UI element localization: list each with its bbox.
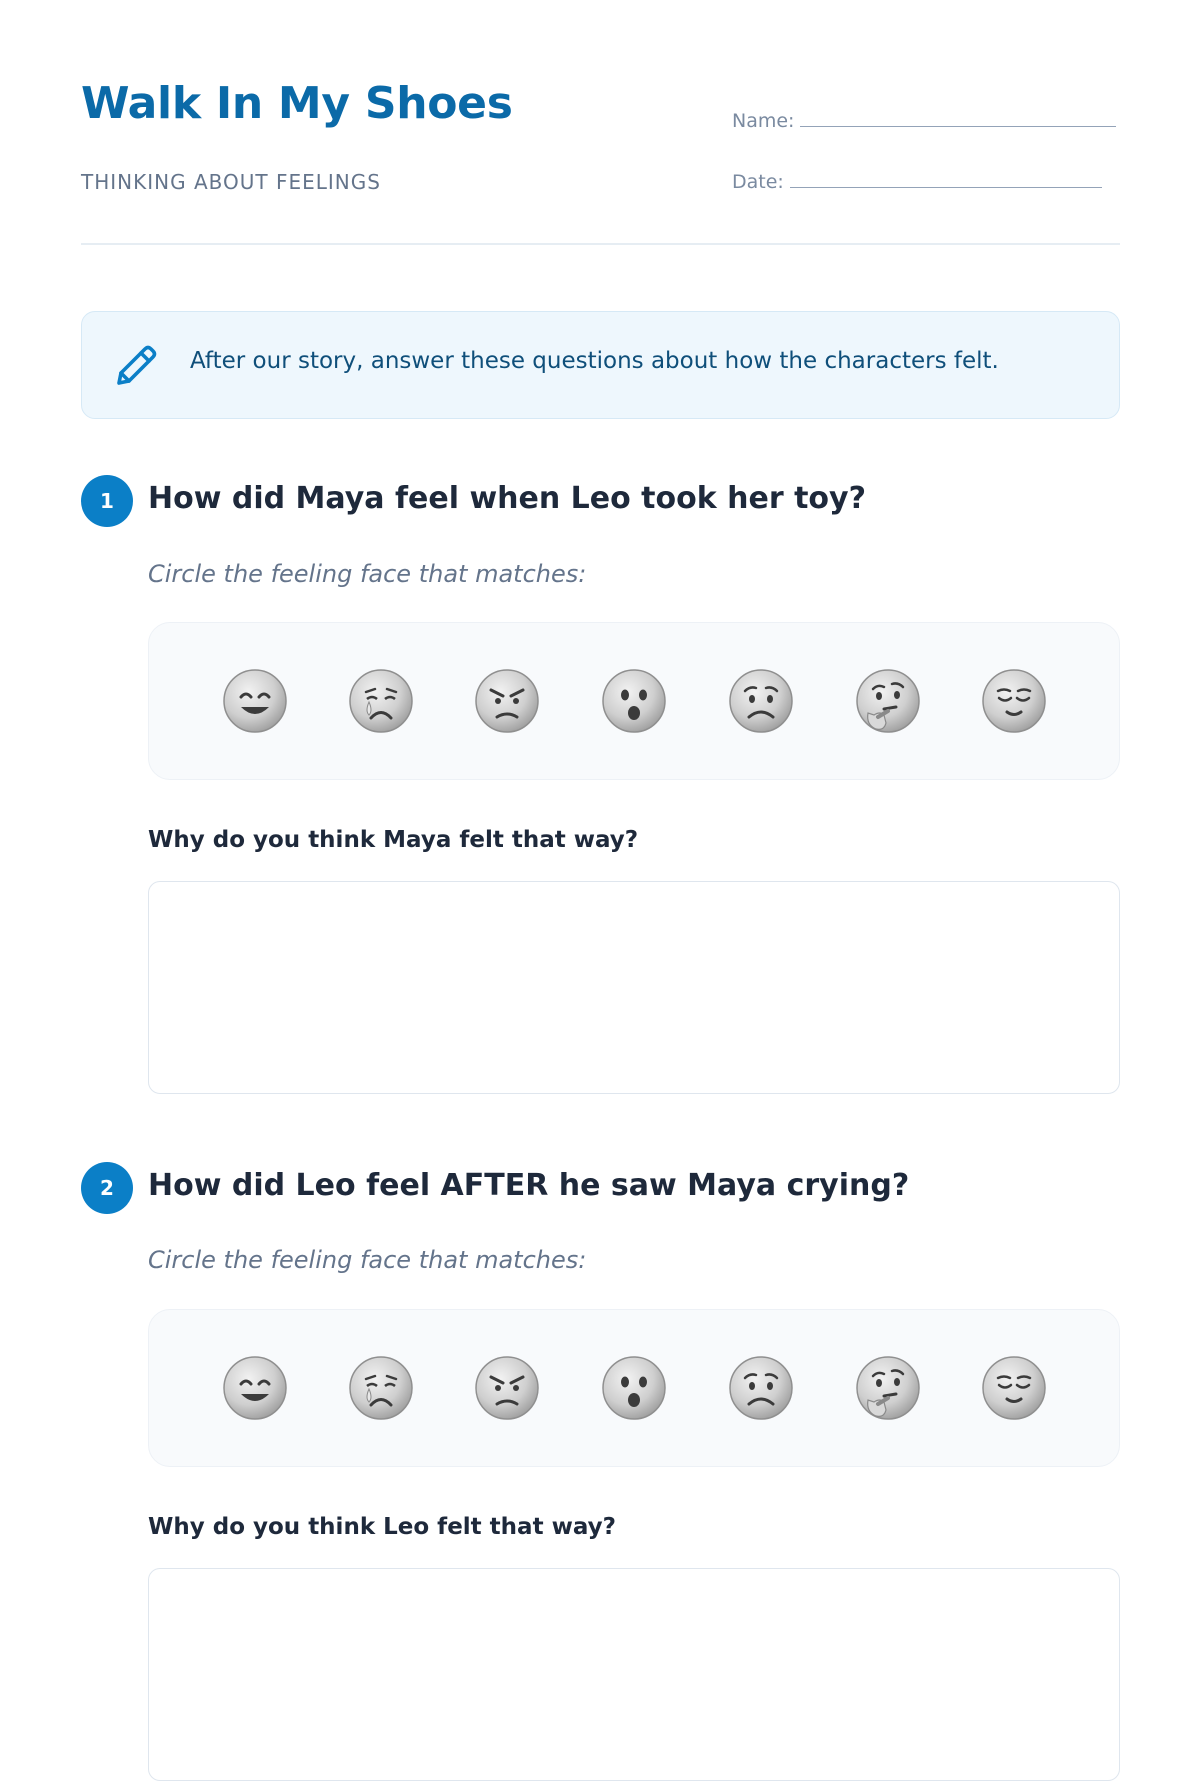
date-label: Date: (732, 171, 784, 193)
feeling-face-happy-icon[interactable] (221, 667, 289, 735)
feeling-face-happy-icon[interactable] (221, 1354, 289, 1422)
question-2-why-label: Why do you think Leo felt that way? (148, 1514, 616, 1540)
question-2-text: How did Leo feel AFTER he saw Maya crying? (148, 1168, 910, 1203)
feeling-face-angry-icon[interactable] (473, 667, 541, 735)
instruction-box (81, 311, 1120, 419)
name-field[interactable] (732, 108, 1116, 132)
feeling-face-crying-icon[interactable] (347, 667, 415, 735)
question-2-number-badge: 2 (81, 1162, 133, 1214)
date-blank-line[interactable] (790, 169, 1102, 188)
pencil-icon (110, 340, 162, 392)
date-field[interactable] (732, 169, 1102, 193)
feeling-face-calm-icon[interactable] (980, 1354, 1048, 1422)
feeling-face-crying-icon[interactable] (347, 1354, 415, 1422)
worksheet-subtitle: THINKING ABOUT FEELINGS (81, 170, 381, 194)
feeling-face-worried-icon[interactable] (727, 1354, 795, 1422)
worksheet-title: Walk In My Shoes (81, 78, 513, 129)
question-1-number-badge: 1 (81, 475, 133, 527)
name-blank-line[interactable] (800, 108, 1116, 127)
question-1-text: How did Maya feel when Leo took her toy? (148, 481, 866, 516)
feeling-face-surprised-icon[interactable] (600, 667, 668, 735)
question-1-answer-box[interactable] (148, 881, 1120, 1094)
question-2-feeling-faces (148, 1309, 1120, 1467)
instruction-text: After our story, answer these questions about how the characters felt. (190, 348, 999, 374)
feeling-face-worried-icon[interactable] (727, 667, 795, 735)
feeling-face-angry-icon[interactable] (473, 1354, 541, 1422)
feeling-face-thinking-icon[interactable] (854, 667, 922, 735)
question-1-why-label: Why do you think Maya felt that way? (148, 827, 639, 853)
feeling-face-surprised-icon[interactable] (600, 1354, 668, 1422)
question-2-hint: Circle the feeling face that matches: (148, 1246, 587, 1274)
feeling-face-thinking-icon[interactable] (854, 1354, 922, 1422)
name-label: Name: (732, 110, 795, 132)
worksheet-header (81, 78, 1120, 245)
question-1-feeling-faces (148, 622, 1120, 780)
feeling-face-calm-icon[interactable] (980, 667, 1048, 735)
question-1-hint: Circle the feeling face that matches: (148, 560, 587, 588)
